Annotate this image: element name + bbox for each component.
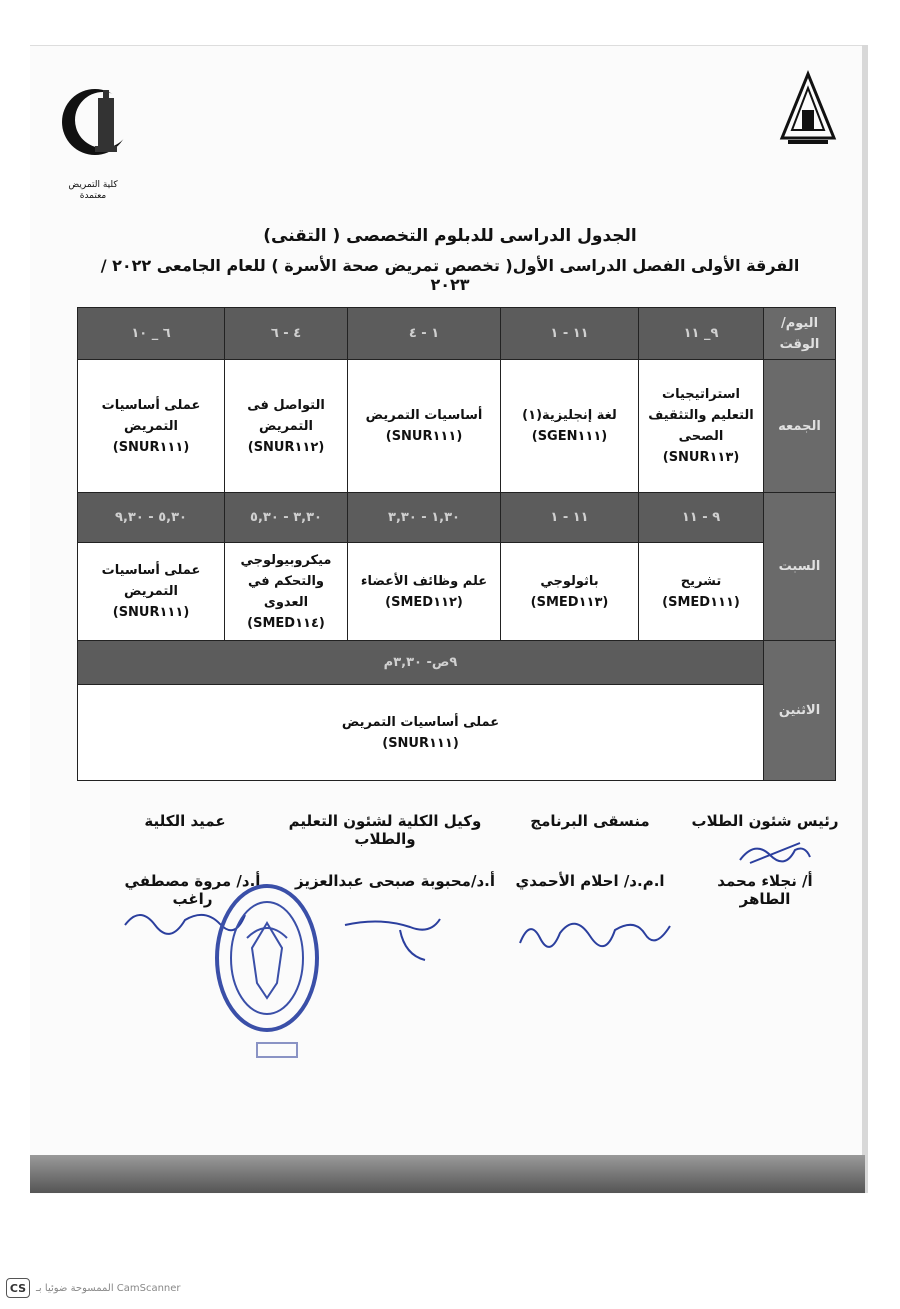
course-name: عملى أساسيات التمريض [341,714,500,730]
course-code: (SNUR١١١) [112,439,190,455]
logo-caption: كلية التمريض معتمدة [68,180,118,201]
course-cell [225,543,348,641]
handwritten-signature [340,905,470,965]
course-name: أساسيات التمريض [365,408,483,423]
course-code: (SGEN١١١) [531,429,608,444]
course-code: (SMED١١١) [662,594,740,610]
university-emblem [778,70,838,150]
course-code: (SNUR١١١) [382,735,459,751]
course-code: (SMED١١٣) [530,594,609,610]
time-slot: ١١ - ١ [501,308,639,360]
signature-name: أ/ نجلاء محمد الطاهر [717,872,813,908]
schedule-table [77,307,836,781]
time-slot: ٩_ ١١ [639,308,764,360]
course-name: لغة إنجليزية(١) [522,408,617,423]
course-code: (SMED١١٢) [385,594,463,610]
day-friday: الجمعه [764,360,836,493]
course-code: (SNUR١١١) [385,429,463,444]
course-cell [78,685,764,781]
signature-name: أ.د/ مروة مصطفي راغب [124,872,261,908]
sheet-bottom-shadow [30,1155,865,1193]
course-name: تشريح [680,573,722,589]
time-slot: ٩ص- ٣,٣٠م [78,641,764,685]
course-cell [639,360,764,493]
time-slot: ١١ - ١ [501,493,639,543]
course-cell [78,543,225,641]
official-stamp-icon [212,878,322,1058]
time-slot: ٣,٣٠ - ٥,٣٠ [225,493,348,543]
course-name: عملى أساسيات التمريض [101,563,201,599]
camscanner-logo-icon: CS [6,1278,30,1298]
course-cell [501,543,639,641]
course-cell [348,360,501,493]
time-slot: ٦ _ ١٠ [78,308,225,360]
signature-name: ا.م.د/ احلام الأحمدي [515,872,665,890]
faculty-nursing-logo [60,80,130,190]
course-code: (SNUR١١١) [112,605,190,620]
course-code: (SMED١١٤) [247,615,325,631]
camscanner-watermark [6,1278,181,1298]
course-name: باثولوجي [540,573,599,589]
signature-title: عميد الكلية [144,812,226,830]
handwritten-signature [735,835,815,870]
course-name: ميكروبيولوجي والتحكم في العدوى [240,552,332,610]
time-slot: ١ - ٤ [348,308,501,360]
signature-title: وكيل الكلية لشئون التعليم والطلاب [288,812,482,848]
day-saturday: السبت [764,493,836,641]
handwritten-signature [515,908,675,953]
course-name: عملى أساسيات التمريض [101,397,201,434]
course-name: التواصل فى التمريض [247,397,325,434]
course-cell [639,543,764,641]
signature-title: منسقى البرنامج [530,812,650,830]
day-monday: الاثنين [764,641,836,781]
time-slot: ٤ - ٦ [225,308,348,360]
camscanner-text: الممسوحة ضوئيا بـ CamScanner [36,1282,181,1294]
course-name: علم وظائف الأعضاء [360,573,488,589]
course-cell [225,360,348,493]
document-subtitle: الفرقة الأولى الفصل الدراسى الأول( تخصص تمريض صحة الأسرة ) للعام الجامعى ٢٠٢٢ / ٢٠٢٣ [100,256,800,294]
sheet-shadow [862,45,868,1193]
time-slot: ٥,٣٠ - ٩,٣٠ [78,493,225,543]
time-slot: ١,٣٠ - ٣,٣٠ [348,493,501,543]
course-cell [501,360,639,493]
course-cell [78,360,225,493]
signature-name: أ.د/محبوبة صبحى عبدالعزيز [295,872,495,890]
header-day-time: اليوم/الوقت [764,308,836,360]
course-code: (SNUR١١٣) [662,450,740,465]
course-name: استراتيجيات التعليم والتثقيف الصحى [648,387,754,444]
course-code: (SNUR١١٢) [247,439,325,455]
time-slot: ٩ - ١١ [639,493,764,543]
course-cell [348,543,501,641]
signature-title: رئيس شئون الطلاب [691,812,839,830]
document-title: الجدول الدراسى للدبلوم التخصصى ( التقنى) [263,226,637,246]
